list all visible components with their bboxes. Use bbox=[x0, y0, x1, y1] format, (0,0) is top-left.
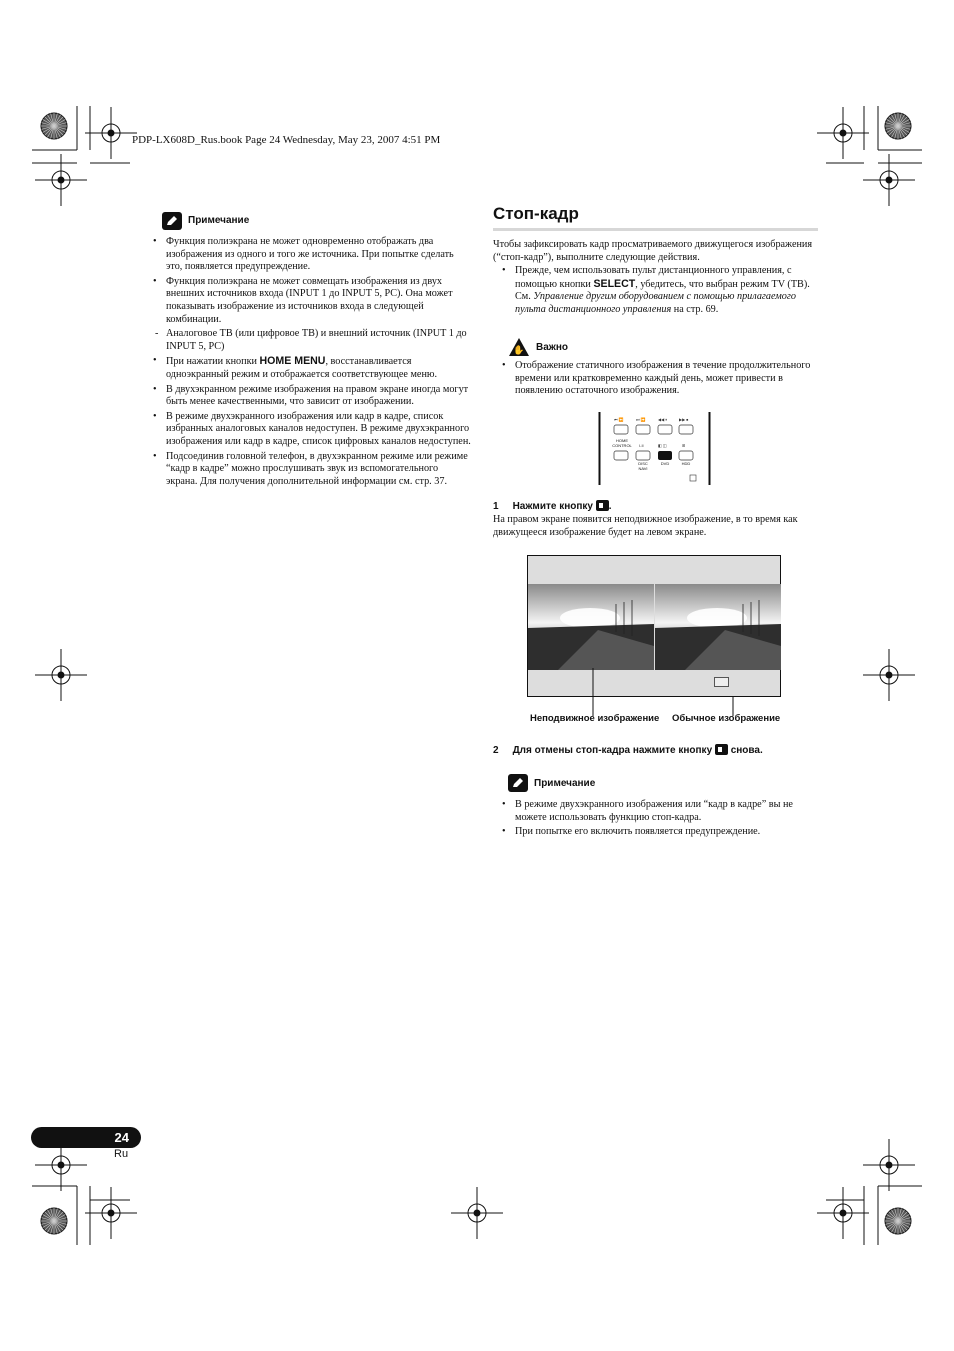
registration-wheel bbox=[41, 1208, 67, 1234]
note-item: • Функция полиэкрана не может совмещать изображения из двух внешних источников входа (INPUT 1 до INPUT 5, PC). Она может показывать изображение из источников входа в следующей комбинации. bbox=[152, 276, 472, 326]
note-item: • В двухэкранном режиме изображения на правом экране иногда могут быть менее качественными, что зависит от изображении. bbox=[152, 384, 472, 409]
remote-label-dvd: DVD bbox=[660, 461, 670, 466]
freeze-button-icon-2 bbox=[715, 744, 728, 755]
note-item: • В режиме двухэкранного изображения или кадр в кадре, список избранных аналоговых каналов недоступен. В режиме двухэкранного изображения или кадр в кадре, список цифровых каналов недоступен. bbox=[152, 411, 472, 449]
note-list bbox=[152, 236, 472, 488]
select-key: SELECT bbox=[593, 277, 636, 290]
registration-wheel bbox=[41, 113, 67, 139]
note2-item: • В режиме двухэкранного изображения или “кадр в кадре” вы не можете использовать функцию стоп-кадра. bbox=[501, 799, 821, 824]
select-bullet: • Прежде, чем использовать пульт дистанционного управления, с помощью кнопки SELECT, убедитесь, что выбран режим TV (ТВ). См. Управление другим оборудованием с помощью прилагаемого пульта дистанционного управления на стр. 69. bbox=[501, 265, 818, 316]
warning-icon bbox=[508, 337, 530, 357]
crosshair-mark bbox=[817, 1187, 869, 1239]
remote-label-hdd: HDD bbox=[681, 461, 691, 466]
step-2-heading: 2 Для отмены стоп-кадра нажмите кнопку снова. bbox=[493, 745, 763, 756]
remote-label-home-control: HOME CONTROL bbox=[612, 438, 632, 448]
caption-leader-lines bbox=[585, 660, 745, 720]
step-1-heading: 1 Нажмите кнопку . bbox=[493, 501, 612, 512]
caption-normal-image: Обычное изображение bbox=[672, 713, 781, 724]
crosshair-mark bbox=[85, 107, 137, 159]
section-stop-frame bbox=[493, 204, 818, 231]
language-code: Ru bbox=[114, 1148, 129, 1160]
section-title: Стоп-кадр bbox=[493, 204, 579, 223]
remote-label-disc-navi: DISC NAVI bbox=[638, 461, 648, 471]
crosshair-mark bbox=[863, 154, 915, 206]
note-heading bbox=[162, 212, 472, 230]
pencil-note-icon-2 bbox=[508, 774, 528, 792]
remote-buttons-drawing bbox=[598, 412, 711, 485]
crosshair-mark bbox=[35, 649, 87, 701]
pencil-note-icon bbox=[162, 212, 182, 230]
note-title: Примечание bbox=[188, 214, 250, 226]
registration-wheel bbox=[885, 113, 911, 139]
intro-text: Чтобы зафиксировать кадр просматриваемого движущегося изображения (“стоп-кадр”), выполните следующие действия. bbox=[493, 239, 813, 263]
crosshair-mark bbox=[863, 649, 915, 701]
right-pane-still-image bbox=[655, 584, 781, 670]
note-item: • Подсоединив головной телефон, в двухэкранном режиме или режиме “кадр в кадре” можно прослушивать звук из вспомогательного экрана. Для получения дополнительной информации см. стр. 37. bbox=[152, 451, 472, 489]
crosshair-mark bbox=[35, 154, 87, 206]
svg-text:▶▶ ⏹: ▶▶ ⏹ bbox=[679, 417, 689, 422]
note2-heading bbox=[508, 774, 595, 792]
svg-text:⊞: ⊞ bbox=[682, 443, 686, 448]
note2-item: • При попытке его включить появляется предупреждение. bbox=[501, 826, 821, 839]
important-heading bbox=[508, 337, 568, 357]
crosshair-mark bbox=[85, 1187, 137, 1239]
svg-text:⏮ ⏪: ⏮ ⏪ bbox=[614, 417, 624, 422]
step-1-text: На правом экране появится неподвижное изображение, в то время как движущееся изображение будет на левом экране. bbox=[493, 514, 798, 538]
registration-wheel bbox=[885, 1208, 911, 1234]
svg-text:◀◀ ⏸: ◀◀ ⏸ bbox=[658, 417, 668, 422]
svg-text:I-II: I-II bbox=[639, 443, 644, 448]
note2-title: Примечание bbox=[534, 777, 596, 789]
note-subitem: - Аналоговое ТВ (или цифровое ТВ) и внешний источник (INPUT 1 до INPUT 5, PC) bbox=[152, 328, 472, 353]
svg-text:✋: ✋ bbox=[513, 345, 525, 355]
freeze-button-icon bbox=[596, 500, 609, 511]
intro-block bbox=[493, 239, 818, 319]
important-text: • Отображение статичного изображения в течение продолжительного времени или кратковременно каждый день, может привести в появлению остаточного изображения. bbox=[501, 360, 819, 398]
running-header: PDP-LX608D_Rus.book Page 24 Wednesday, May 23, 2007 4:51 PM bbox=[132, 134, 441, 146]
home-menu-key: HOME MENU bbox=[259, 355, 326, 368]
left-column bbox=[152, 212, 472, 490]
left-pane-moving-image bbox=[528, 584, 654, 670]
note-item: • При нажатии кнопки HOME MENU, восстанавливается одноэкранный режим и отображается соответствующее меню. bbox=[152, 355, 472, 381]
crosshair-mark bbox=[863, 1139, 915, 1191]
title-underline bbox=[493, 228, 818, 231]
crosshair-mark bbox=[817, 107, 869, 159]
note-item: • Функция полиэкрана не может одновременно отображать два изображения из одного и того же источника. При попытке сделать это, появляется предупреждение. bbox=[152, 236, 472, 274]
remote-illustration bbox=[598, 412, 711, 485]
svg-text:⏭ ⏩: ⏭ ⏩ bbox=[636, 417, 646, 422]
page-number: 24 bbox=[31, 1127, 141, 1148]
svg-text:◧ ◫: ◧ ◫ bbox=[658, 443, 667, 448]
caption-still-image: Неподвижное изображение bbox=[530, 713, 660, 724]
important-title: Важно bbox=[536, 341, 569, 353]
crosshair-mark bbox=[451, 1187, 503, 1239]
